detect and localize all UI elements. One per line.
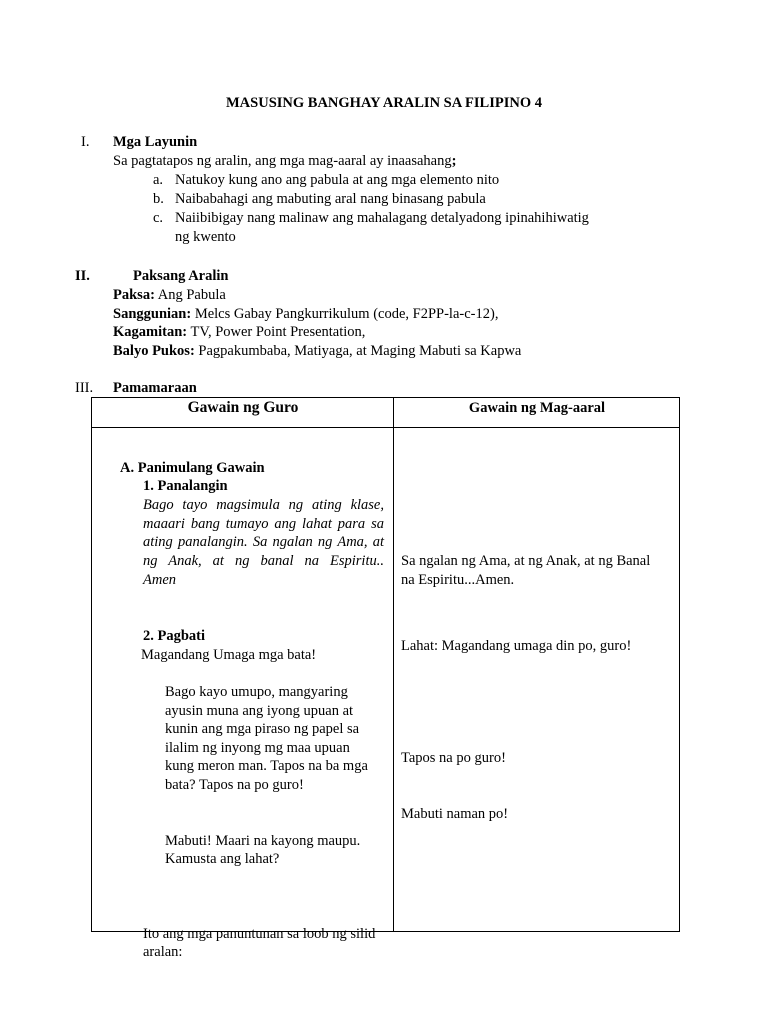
rules-line: aralan:	[143, 944, 183, 960]
teacher-column-header: Gawain ng Guro	[187, 399, 299, 416]
prayer-line: Bago tayo magsimula ng ating klase,	[143, 497, 384, 513]
objective-letter: b.	[153, 191, 164, 207]
teacher-column-header-cell	[92, 398, 394, 428]
student-reply: na Espiritu...Amen.	[401, 572, 515, 588]
field-sanggunian	[113, 305, 498, 323]
objective-text: Natukoy kung ano ang pabula at ang mga elemento nito	[175, 172, 500, 188]
teacher-activities-cell	[92, 428, 394, 960]
table-row	[92, 428, 680, 932]
prayer-line: Amen	[143, 572, 177, 588]
document-title: MASUSING BANGHAY ARALIN SA FILIPINO 4	[226, 95, 542, 111]
field-value: TV, Power Point Presentation,	[190, 324, 366, 340]
field-paksa	[113, 286, 226, 304]
arrange-line: kunin ang mga piraso ng papel sa	[165, 721, 360, 737]
field-value: Melcs Gabay Pangkurrikulum (code, F2PP-la-c-12),	[194, 306, 499, 322]
table-header-row	[92, 398, 680, 428]
student-reply: Lahat: Magandang umaga din po, guro!	[401, 638, 632, 654]
student-reply: Sa ngalan ng Ama, at ng Anak, at ng Banal	[401, 553, 651, 569]
student-column-header: Gawain ng Mag-aaral	[468, 400, 606, 416]
field-label: Kagamitan:	[113, 324, 188, 340]
sit-line: Mabuti! Maari na kayong maupu.	[165, 833, 361, 849]
student-reply: Tapos na po guro!	[401, 750, 506, 766]
prayer-line: ating panalangin. Sa ngalan ng Ama, at	[143, 534, 384, 550]
section-2-heading: Paksang Aralin	[133, 268, 229, 284]
field-kagamitan	[113, 323, 365, 341]
arrange-line: Bago kayo umupo, mangyaring	[165, 684, 348, 700]
section-3-heading: Pamamaraan	[113, 380, 197, 396]
field-label: Balyo Pukos:	[113, 343, 195, 359]
prayer-line: maaari bang tumayo ang lahat para sa	[143, 516, 384, 532]
section-2-number: II.	[75, 268, 90, 284]
greeting-text: Magandang Umaga mga bata!	[141, 647, 317, 663]
field-value: Ang Pabula	[157, 287, 226, 303]
field-value: Pagpakumbaba, Matiyaga, at Maging Mabuti sa Kapwa	[198, 343, 522, 359]
part-a-heading: A. Panimulang Gawain	[120, 460, 265, 476]
student-activities-cell	[394, 428, 680, 932]
procedure-table	[91, 397, 680, 960]
section-3-number: III.	[75, 380, 94, 396]
objectives-intro	[113, 152, 456, 170]
arrange-line: kung meron man. Tapos na ba mga	[165, 758, 368, 774]
step-1-heading: 1. Panalangin	[143, 478, 228, 494]
arrange-line: ilalim ng inyong mg maa upuan	[165, 740, 350, 756]
objective-text: Naibabahagi ang mabuting aral nang binasang pabula	[175, 191, 486, 207]
field-balyo-pukos	[113, 342, 521, 360]
section-1-number: I.	[81, 134, 90, 150]
step-2-heading: 2. Pagbati	[143, 628, 206, 644]
prayer-line: ng Anak, at ng banal na Espiritu..	[143, 553, 384, 569]
student-reply: Mabuti naman po!	[401, 806, 509, 822]
objective-letter: a.	[153, 172, 164, 188]
objective-text-continued: ng kwento	[175, 229, 236, 245]
student-column-header-cell	[394, 398, 680, 428]
objectives-intro-text: Sa pagtatapos ng aralin, ang mga mag-aaral ay inaasahang	[113, 153, 452, 169]
section-1-heading: Mga Layunin	[113, 134, 198, 150]
arrange-line: bata? Tapos na po guro!	[165, 777, 304, 793]
arrange-line: ayusin muna ang iyong upuan at	[165, 703, 354, 719]
field-label: Sanggunian:	[113, 306, 192, 322]
objective-letter: c.	[153, 210, 164, 226]
rules-line: Ito ang mga panuntunan sa loob ng silid	[143, 926, 376, 942]
objectives-intro-punct: ;	[451, 153, 457, 169]
objective-text: Naiibibigay nang malinaw ang mahalagang detalyadong ipinahihiwatig	[175, 210, 589, 226]
sit-line: Kamusta ang lahat?	[165, 851, 280, 867]
field-label: Paksa:	[113, 287, 155, 303]
